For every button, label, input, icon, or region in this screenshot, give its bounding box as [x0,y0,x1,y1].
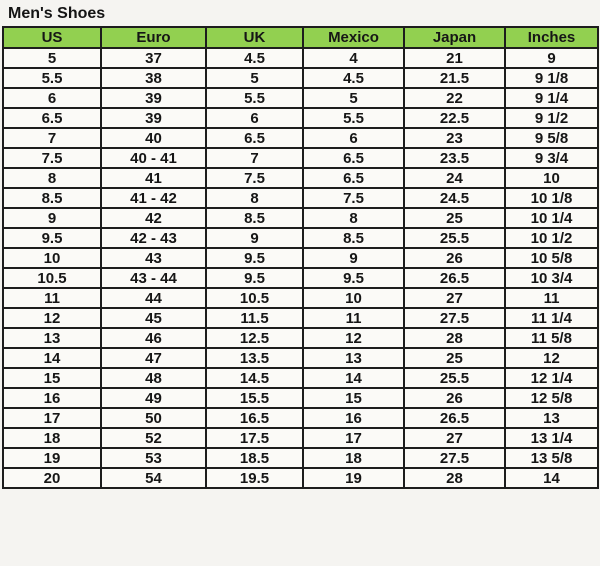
page-title: Men's Shoes [8,5,106,22]
table-row [3,268,598,288]
table-cell: 26.5 [404,268,505,288]
table-cell: 7 [206,148,303,168]
table-cell: 10 1/8 [505,188,598,208]
table-cell: 10 3/4 [505,268,598,288]
table-cell: 16 [303,408,404,428]
table-cell: 6 [303,128,404,148]
table-row [3,48,598,68]
table-body [3,48,598,488]
table-cell: 15 [3,368,101,388]
table-cell: 10 [3,248,101,268]
table-row [3,288,598,308]
table-cell: 28 [404,328,505,348]
table-cell: 17.5 [206,428,303,448]
table-cell: 53 [101,448,206,468]
table-cell: 18 [303,448,404,468]
table-cell: 7.5 [303,188,404,208]
table-cell: 13 [3,328,101,348]
table-cell: 45 [101,308,206,328]
table-cell: 28 [404,468,505,488]
table-cell: 48 [101,368,206,388]
table-cell: 39 [101,108,206,128]
table-cell: 6.5 [303,148,404,168]
table-cell: 4.5 [206,48,303,68]
table-cell: 10.5 [206,288,303,308]
table-cell: 22.5 [404,108,505,128]
table-cell: 5 [3,48,101,68]
table-cell: 12 [505,348,598,368]
table-cell: 27 [404,288,505,308]
table-cell: 9 5/8 [505,128,598,148]
table-row [3,368,598,388]
table-cell: 13 [505,408,598,428]
table-cell: 5.5 [3,68,101,88]
table-cell: 46 [101,328,206,348]
table-cell: 9 1/4 [505,88,598,108]
table-cell: 21.5 [404,68,505,88]
table-cell: 19.5 [206,468,303,488]
table-cell: 13 5/8 [505,448,598,468]
table-row [3,468,598,488]
table-cell: 7.5 [3,148,101,168]
table-cell: 40 - 41 [101,148,206,168]
table-row [3,228,598,248]
table-cell: 12 1/4 [505,368,598,388]
table-cell: 42 - 43 [101,228,206,248]
table-cell: 11 1/4 [505,308,598,328]
table-cell: 5 [303,88,404,108]
table-cell: 9.5 [3,228,101,248]
size-conversion-table [2,26,599,489]
table-cell: 9 [303,248,404,268]
table-cell: 9.5 [206,248,303,268]
table-cell: 50 [101,408,206,428]
table-cell: 10 [303,288,404,308]
table-head [3,27,598,48]
column-header: Mexico [303,27,404,48]
table-cell: 43 - 44 [101,268,206,288]
table-cell: 12.5 [206,328,303,348]
table-cell: 16.5 [206,408,303,428]
table-cell: 14 [3,348,101,368]
column-header: Euro [101,27,206,48]
table-cell: 8.5 [303,228,404,248]
table-cell: 25 [404,208,505,228]
table-cell: 27 [404,428,505,448]
table-cell: 9 [206,228,303,248]
table-cell: 26.5 [404,408,505,428]
table-cell: 18 [3,428,101,448]
table-row [3,428,598,448]
table-cell: 40 [101,128,206,148]
table-cell: 25 [404,348,505,368]
table-cell: 6 [206,108,303,128]
table-cell: 11 [505,288,598,308]
table-cell: 12 [303,328,404,348]
table-cell: 24 [404,168,505,188]
table-cell: 15 [303,388,404,408]
table-row [3,148,598,168]
table-cell: 41 - 42 [101,188,206,208]
table-cell: 41 [101,168,206,188]
table-cell: 11 5/8 [505,328,598,348]
table-cell: 19 [3,448,101,468]
table-cell: 52 [101,428,206,448]
table-row [3,108,598,128]
table-cell: 11 [3,288,101,308]
table-cell: 8 [303,208,404,228]
table-row [3,248,598,268]
table-cell: 11.5 [206,308,303,328]
table-cell: 9.5 [206,268,303,288]
header-row [3,27,598,48]
table-row [3,208,598,228]
table-cell: 21 [404,48,505,68]
table-cell: 10 1/2 [505,228,598,248]
table-cell: 9 1/2 [505,108,598,128]
column-header: UK [206,27,303,48]
column-header: Inches [505,27,598,48]
table-cell: 8.5 [206,208,303,228]
table-row [3,68,598,88]
table-cell: 10.5 [3,268,101,288]
table-cell: 6.5 [3,108,101,128]
table-cell: 10 [505,168,598,188]
column-header: Japan [404,27,505,48]
table-cell: 12 5/8 [505,388,598,408]
table-cell: 9 3/4 [505,148,598,168]
table-cell: 7 [3,128,101,148]
table-row [3,128,598,148]
table-row [3,188,598,208]
table-cell: 37 [101,48,206,68]
table-row [3,408,598,428]
table-cell: 10 1/4 [505,208,598,228]
table-cell: 26 [404,248,505,268]
table-cell: 8 [3,168,101,188]
table-cell: 8.5 [3,188,101,208]
table-cell: 7.5 [206,168,303,188]
table-cell: 43 [101,248,206,268]
table-cell: 9 1/8 [505,68,598,88]
table-cell: 27.5 [404,308,505,328]
table-cell: 22 [404,88,505,108]
table-row [3,328,598,348]
table-cell: 17 [3,408,101,428]
table-cell: 6.5 [303,168,404,188]
table-cell: 14.5 [206,368,303,388]
table-cell: 25.5 [404,368,505,388]
table-cell: 23.5 [404,148,505,168]
table-cell: 20 [3,468,101,488]
table-cell: 12 [3,308,101,328]
table-row [3,88,598,108]
table-cell: 9 [3,208,101,228]
table-cell: 19 [303,468,404,488]
table-cell: 17 [303,428,404,448]
table-cell: 38 [101,68,206,88]
table-cell: 49 [101,388,206,408]
table-cell: 4 [303,48,404,68]
table-row [3,168,598,188]
table-cell: 8 [206,188,303,208]
table-cell: 15.5 [206,388,303,408]
table-cell: 16 [3,388,101,408]
table-cell: 39 [101,88,206,108]
table-cell: 13 1/4 [505,428,598,448]
column-header: US [3,27,101,48]
table-cell: 11 [303,308,404,328]
table-cell: 13.5 [206,348,303,368]
table-cell: 14 [303,368,404,388]
table-row [3,388,598,408]
table-cell: 9 [505,48,598,68]
table-cell: 14 [505,468,598,488]
table-cell: 44 [101,288,206,308]
table-cell: 25.5 [404,228,505,248]
table-cell: 23 [404,128,505,148]
table-cell: 42 [101,208,206,228]
table-cell: 5.5 [206,88,303,108]
table-cell: 54 [101,468,206,488]
table-cell: 5.5 [303,108,404,128]
table-cell: 5 [206,68,303,88]
table-cell: 9.5 [303,268,404,288]
table-row [3,448,598,468]
table-cell: 47 [101,348,206,368]
table-cell: 18.5 [206,448,303,468]
table-cell: 24.5 [404,188,505,208]
table-cell: 27.5 [404,448,505,468]
table-cell: 6 [3,88,101,108]
table-cell: 10 5/8 [505,248,598,268]
table-cell: 13 [303,348,404,368]
table-cell: 4.5 [303,68,404,88]
table-cell: 26 [404,388,505,408]
table-row [3,308,598,328]
table-row [3,348,598,368]
table-cell: 6.5 [206,128,303,148]
